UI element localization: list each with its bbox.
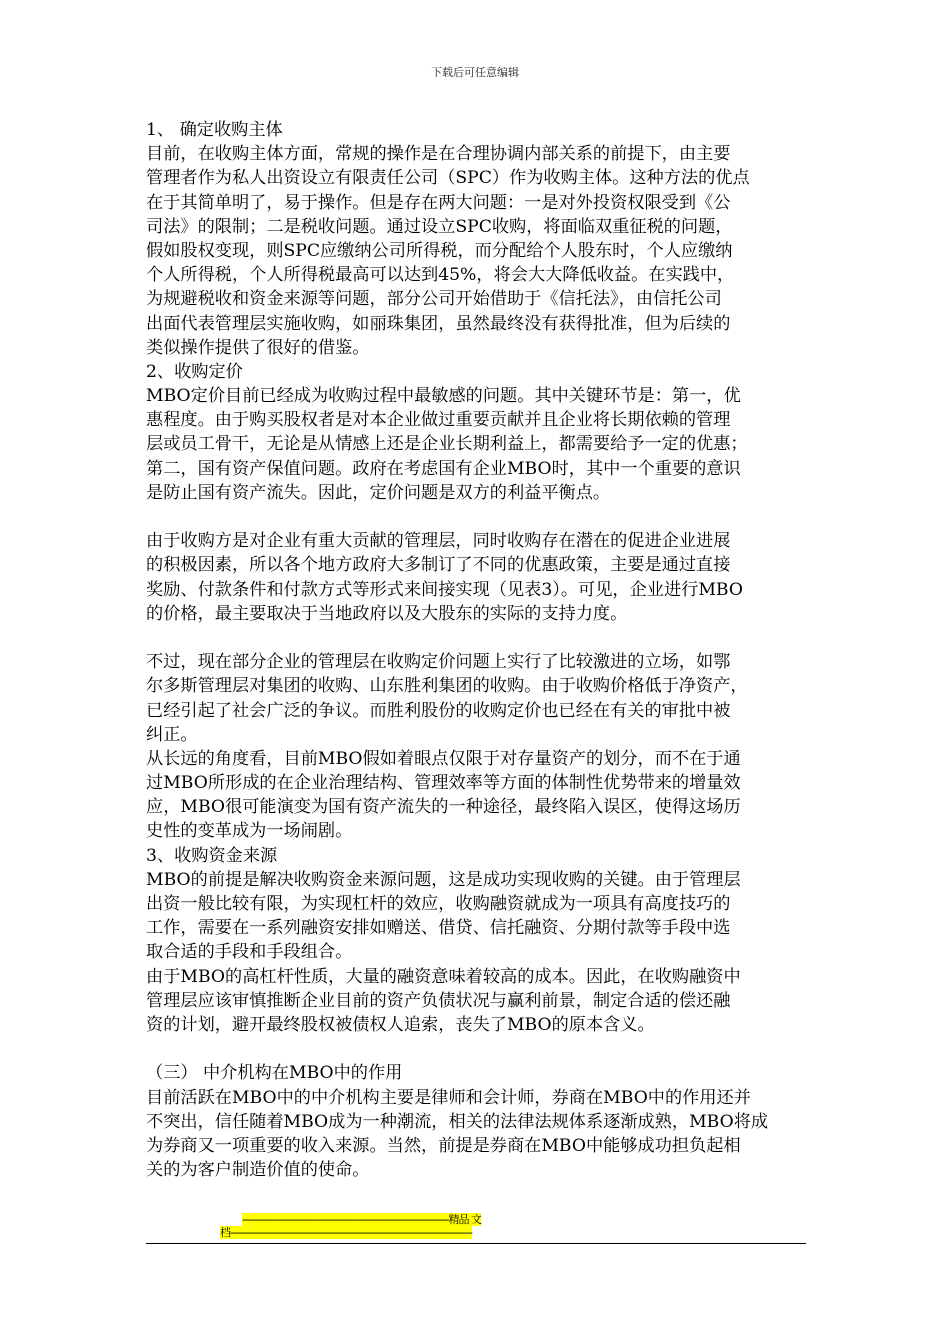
blank-line <box>146 1037 810 1061</box>
paragraph-line: 已经引起了社会广泛的争议。而胜利股份的收购定价也已经在有关的审批中被 <box>146 700 731 721</box>
paragraph-line: 在于其简单明了，易于操作。但是存在两大问题：一是对外投资权限受到《公 <box>146 192 731 213</box>
paragraph-line: 层或员工骨干，无论是从情感上还是企业长期利益上，都需要给予一定的优惠； <box>146 434 748 455</box>
footer-line-2 <box>146 1226 806 1239</box>
blank-line <box>146 626 810 650</box>
paragraph-line: 取合适的手段和手段组合。 <box>146 942 353 963</box>
paragraph-line: 从长远的角度看，目前MBO假如着眼点仅限于对存量资产的划分，而不在于通 <box>146 748 741 769</box>
paragraph-line: 管理者作为私人出资设立有限责任公司（SPC）作为收购主体。这种方法的优点 <box>146 168 750 189</box>
blank-line <box>146 505 810 529</box>
paragraph-line: 管理层应该审慎推断企业目前的资产负债状况与赢利前景，制定合适的偿还融 <box>146 990 731 1011</box>
paragraph-line: 纠正。 <box>146 724 198 745</box>
heading-1: 1、 确定收购主体 <box>146 120 283 140</box>
paragraph-line: 惠程度。由于购买股权者是对本企业做过重要贡献并且企业将长期依赖的管理 <box>146 410 731 431</box>
paragraph-line: 为券商又一项重要的收入来源。当然，前提是券商在MBO中能够成功担负起相 <box>146 1135 741 1156</box>
paragraph-line: 奖励、付款条件和付款方式等形式来间接实现（见表3）。可见，企业进行MBO <box>146 579 743 600</box>
paragraph-line: 目前活跃在MBO中的中介机构主要是律师和会计师，券商在MBO中的作用还并 <box>146 1087 751 1108</box>
paragraph-line: 司法》的限制；二是税收问题。通过设立SPC收购，将面临双重征税的问题， <box>146 216 733 237</box>
paragraph-line: MBO定价目前已经成为收购过程中最敏感的问题。其中关键环节是：第一，优 <box>146 386 741 407</box>
paragraph-line: 的价格，最主要取决于当地政府以及大股东的实际的支持力度。 <box>146 603 628 624</box>
page-footer <box>146 1213 806 1239</box>
paragraph-line: 个人所得税，个人所得税最高可以达到45%，将会大大降低收益。在实践中， <box>146 265 735 286</box>
paragraph-line: 假如股权变现，则SPC应缴纳公司所得税，而分配给个人股东时，个人应缴纳 <box>146 240 733 261</box>
paragraph-line: 第二，国有资产保值问题。政府在考虑国有企业MBO时，其中一个重要的意识 <box>146 458 741 479</box>
paragraph-line: 由于收购方是对企业有重大贡献的管理层，同时收购存在潜在的促进企业进展 <box>146 531 731 552</box>
paragraph-line: 关的为客户制造价值的使命。 <box>146 1160 370 1181</box>
paragraph-line: 过MBO所形成的在企业治理结构、管理效率等方面的体制性优势带来的增量效 <box>146 773 741 794</box>
heading-2: 2、收购定价 <box>146 361 243 382</box>
paragraph-line: 尔多斯管理层对集团的收购、山东胜利集团的收购。由于收购价格低于净资产， <box>146 676 748 697</box>
paragraph-line: 类似操作提供了很好的借鉴。 <box>146 337 370 358</box>
footer-line-1 <box>146 1213 806 1226</box>
heading-3: 3、收购资金来源 <box>146 845 278 866</box>
paragraph-line: 工作，需要在一系列融资安排如赠送、借贷、信托融资、分期付款等手段中选 <box>146 918 731 939</box>
paragraph-line: 目前，在收购主体方面，常规的操作是在合理协调内部关系的前提下，由主要 <box>146 144 731 165</box>
paragraph-line: 不过，现在部分企业的管理层在收购定价问题上实行了比较激进的立场，如鄂 <box>146 652 731 673</box>
document-body <box>146 118 810 1182</box>
footer-highlight-2: 档----------------------------------------------------------------------------------------- <box>220 1226 472 1239</box>
paragraph-line: 出面代表管理层实施收购，如丽珠集团，虽然最终没有获得批准，但为后续的 <box>146 313 731 334</box>
footer-highlight-1: ----------------------------------------------------------------------------精品 文 <box>242 1213 481 1226</box>
section-heading: （三） 中介机构在MBO中的作用 <box>146 1063 403 1084</box>
paragraph-line: 的积极因素，所以各个地方政府大多制订了不同的优惠政策，主要是通过直接 <box>146 555 731 576</box>
paragraph-line: MBO的前提是解决收购资金来源问题，这是成功实现收购的关键。由于管理层 <box>146 869 741 890</box>
paragraph-line: 史性的变革成为一场闹剧。 <box>146 821 353 842</box>
paragraph-line: 由于MBO的高杠杆性质，大量的融资意味着较高的成本。因此，在收购融资中 <box>146 966 741 987</box>
paragraph-line: 是防止国有资产流失。因此，定价问题是双方的利益平衡点。 <box>146 482 611 503</box>
paragraph-line: 资的计划，避开最终股权被债权人追索，丧失了MBO的原本含义。 <box>146 1014 655 1035</box>
paragraph-line: 出资一般比较有限，为实现杠杆的效应，收购融资就成为一项具有高度技巧的 <box>146 894 731 914</box>
paragraph-line: 应，MBO很可能演变为国有资产流失的一种途径，最终陷入误区，使得这场历 <box>146 797 741 818</box>
paragraph-line: 为规避税收和资金来源等问题，部分公司开始借助于《信托法》，由信托公司 <box>146 289 722 310</box>
page-header: 下载后可任意编辑 <box>431 66 519 79</box>
paragraph-line: 不突出，信任随着MBO成为一种潮流，相关的法律法规体系逐渐成熟，MBO将成 <box>146 1111 769 1132</box>
footer-rule <box>146 1243 806 1244</box>
